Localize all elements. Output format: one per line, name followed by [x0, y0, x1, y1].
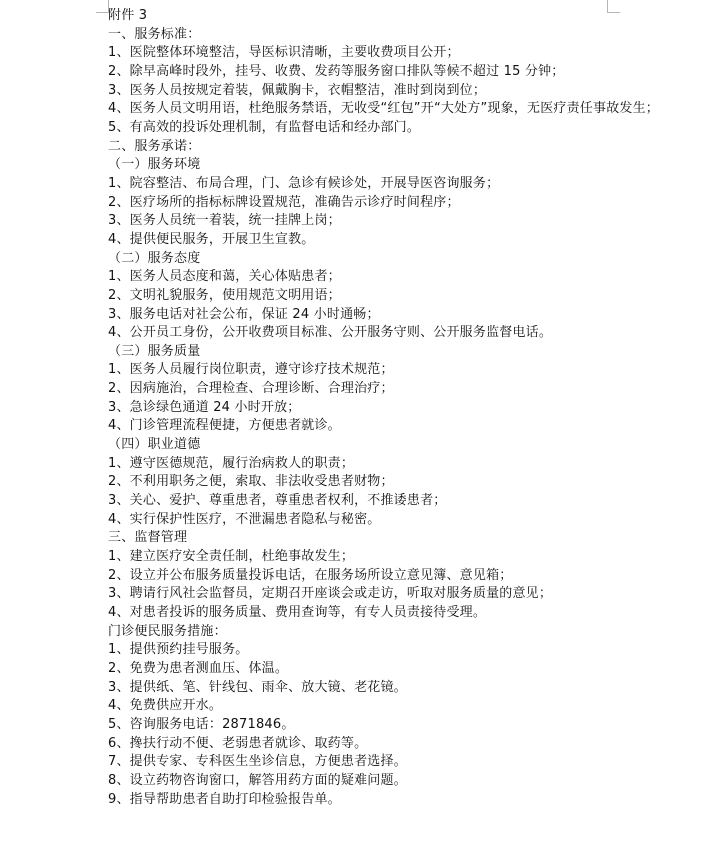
subsection-heading: （四）职业道德	[108, 437, 201, 453]
list-item: 1、遵守医德规范，履行治病救人的职责；	[108, 455, 355, 471]
list-item: 2、除早高峰时段外，挂号、收费、发药等服务窗口排队等候不超过 15 分钟；	[108, 63, 565, 79]
list-item: 3、服务电话对社会公布，保证 24 小时通畅；	[108, 306, 380, 322]
list-item: 2、文明礼貌服务，使用规范文明用语；	[108, 287, 341, 303]
list-item: 4、实行保护性医疗，不泄漏患者隐私与秘密。	[108, 511, 381, 527]
list-item: 7、提供专家、专科医生坐诊信息，方便患者选择。	[108, 754, 407, 770]
list-item: 1、提供预约挂号服务。	[108, 642, 249, 658]
list-item: 4、公开员工身份，公开收费项目标准、公开服务守则、公开服务监督电话。	[108, 325, 553, 341]
subsection-heading: （二）服务态度	[108, 250, 201, 266]
list-item: 2、医疗场所的指标标牌设置规范，准确告示诊疗时间程序；	[108, 194, 460, 210]
list-item: 2、设立并公布服务质量投诉电话，在服务场所设立意见簿、意见箱；	[108, 567, 513, 583]
list-item: 3、聘请行风社会监督员，定期召开座谈会或走访，听取对服务质量的意见；	[108, 586, 553, 602]
list-item: 2、因病施治，合理检查、合理诊断、合理治疗；	[108, 381, 394, 397]
list-item: 3、急诊绿色通道 24 小时开放；	[108, 399, 301, 415]
list-item: 3、医务人员统一着装，统一挂牌上岗；	[108, 213, 341, 229]
list-item: 4、医务人员文明用语，杜绝服务禁语，无收受“红包”开“大处方”现象，无医疗责任事故发生；	[108, 101, 660, 117]
list-item: 3、医务人员按规定着装，佩戴胸卡，衣帽整洁，准时到岗到位；	[108, 82, 487, 98]
list-item: 1、医院整体环境整洁，导医标识清晰，主要收费项目公开；	[108, 45, 460, 61]
section-heading: 一、服务标准：	[108, 26, 201, 42]
list-item: 2、免费为患者测血压、体温。	[108, 660, 289, 676]
section-heading: 三、监督管理	[108, 530, 188, 546]
list-item: 4、对患者投诉的服务质量、费用查询等，有专人员责接待受理。	[108, 605, 487, 620]
list-item: 8、设立药物咨询窗口，解答用药方面的疑难问题。	[108, 772, 407, 788]
subsection-heading: （三）服务质量	[108, 343, 201, 359]
list-item: 5、咨询服务电话：2871846。	[108, 716, 295, 732]
section-heading: 门诊便民服务措施：	[108, 623, 227, 639]
list-item: 1、院容整洁、布局合理，门、急诊有候诊处，开展导医咨询服务；	[108, 175, 500, 191]
list-item: 9、指导帮助患者自助打印检验报告单。	[108, 791, 341, 807]
list-item: 1、建立医疗安全责任制，杜绝事故发生；	[108, 549, 355, 565]
list-item: 5、有高效的投诉处理机制，有监督电话和经办部门。	[108, 119, 421, 135]
list-item: 3、关心、爱护、尊重患者，尊重患者权利，不推诿患者；	[108, 493, 447, 509]
section-heading: 二、服务承诺：	[108, 138, 201, 154]
list-item: 1、医务人员态度和蔼，关心体贴患者；	[108, 269, 341, 285]
list-item: 2、不利用职务之便，索取、非法收受患者财物；	[108, 474, 394, 490]
list-item: 4、提供便民服务，开展卫生宣教。	[108, 231, 315, 247]
list-item: 1、医务人员履行岗位职责，遵守诊疗技术规范；	[108, 362, 394, 378]
list-item: 4、门诊管理流程便捷，方便患者就诊。	[108, 418, 341, 434]
list-item: 4、免费供应开水。	[108, 698, 223, 714]
subsection-heading: （一）服务环境	[108, 157, 201, 173]
attachment-label: 附件 3	[108, 8, 148, 23]
document-body	[108, 7, 708, 809]
list-item: 3、提供纸、笔、针线包、雨伞、放大镜、老花镜。	[108, 679, 407, 695]
list-item: 6、搀扶行动不便、老弱患者就诊、取药等。	[108, 735, 368, 751]
